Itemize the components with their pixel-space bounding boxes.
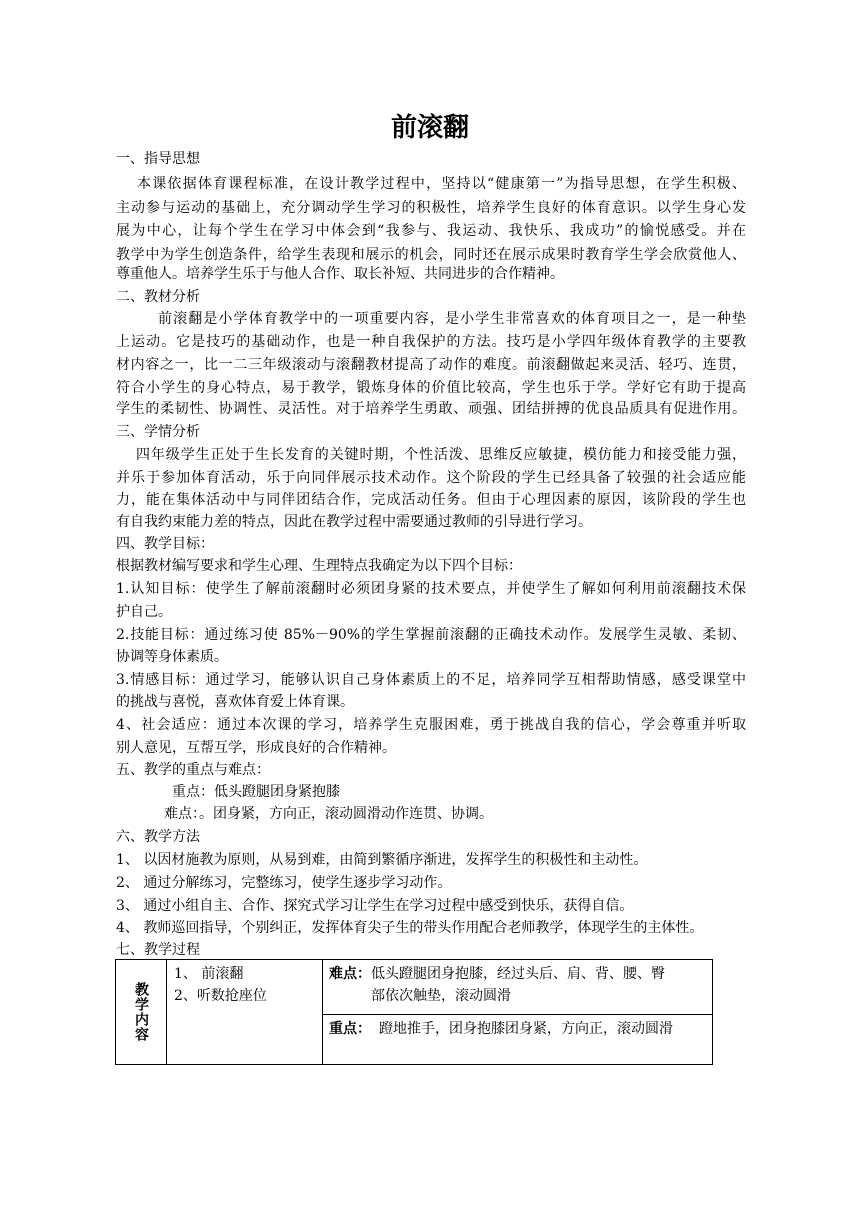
table-header-content: 教学内容 xyxy=(133,982,149,1042)
table-divider xyxy=(322,1014,712,1015)
key-text: 蹬地推手，团身抱膝团身紧，方向正，滚动圆滑 xyxy=(379,1021,673,1037)
paragraph-line: 学生的柔韧性、协调性、灵活性。对于培养学生勇敢、顽强、团结拼搏的优良品质具有促进作用。 xyxy=(116,401,746,417)
paragraph-line: 展为中心，让每个学生在学习中体会到“我参与、我运动、我快乐、我成功”的愉悦感受。并在 xyxy=(116,223,746,239)
section-heading: 三、学情分析 xyxy=(116,424,200,440)
content-item: 2、听数抢座位 xyxy=(174,988,267,1004)
paragraph-line: 教学中为学生创造条件，给学生表现和展示的机会，同时还在展示成果时教育学生学会欣赏他人、 xyxy=(116,247,746,263)
section-heading: 七、教学过程 xyxy=(116,942,200,958)
paragraph-line: 别人意见，互帮互学，形成良好的合作精神。 xyxy=(116,740,396,756)
page-title: 前滚翻 xyxy=(390,113,469,143)
paragraph-line: 四年级学生正处于生长发育的关键时期，个性活泼、思维反应敏捷，模仿能力和接受能力强， xyxy=(136,447,746,463)
paragraph-line: 的挑战与喜悦，喜欢体育爱上体育课。 xyxy=(116,694,354,710)
method-item: 3、 通过小组自主、合作、探究式学习让学生在学习过程中感受到快乐，获得自信。 xyxy=(116,898,634,914)
key-label: 重点： xyxy=(329,1021,371,1037)
paragraph-line: 前滚翻是小学体育教学中的一项重要内容，是小学生非常喜欢的体育项目之一，是一种垫 xyxy=(158,311,746,327)
difficulty-text: 低头蹬腿团身抱膝，经过头后、肩、背、腰、臀 xyxy=(371,966,665,982)
table-divider xyxy=(166,960,167,1064)
table-divider xyxy=(322,960,323,1064)
paragraph-line: 4、社会适应：通过本次课的学习，培养学生克服困难，勇于挑战自我的信心，学会尊重并听取 xyxy=(116,717,746,733)
paragraph-line: 并乐于参加体育活动，乐于向同伴展示技术动作。这个阶段的学生已经具备了较强的社会适应能 xyxy=(116,470,746,486)
paragraph-line: 上运动。它是技巧的基础动作，也是一种自我保护的方法。技巧是小学四年级体育教学的主要教 xyxy=(116,334,746,350)
paragraph-line: 主动参与运动的基础上，充分调动学生学习的积极性，培养学生良好的体育意识。以学生身心发 xyxy=(116,200,746,216)
difficulty-text-continued: 部依次触垫，滚动圆滑 xyxy=(371,988,511,1004)
section-heading: 六、教学方法 xyxy=(116,829,200,845)
paragraph-line: 根据教材编写要求和学生心理、生理特点我确定为以下四个目标： xyxy=(116,558,522,574)
paragraph-line: 护自己。 xyxy=(116,604,172,620)
paragraph-line: 1.认知目标：使学生了解前滚翻时必须团身紧的技术要点，并使学生了解如何利用前滚翻技术保 xyxy=(116,581,746,597)
paragraph-line: 3.情感目标：通过学习，能够认识自己身体素质上的不足，培养同学互相帮助情感，感受课堂中 xyxy=(116,672,746,688)
paragraph-line: 2.技能目标：通过练习使 85%－90%的学生掌握前滚翻的正确技术动作。发展学生灵敏、柔韧、 xyxy=(116,627,746,643)
difficulty-label: 难点： xyxy=(329,966,371,982)
paragraph-line: 协调等身体素质。 xyxy=(116,649,228,665)
paragraph-line: 材内容之一，比一二三年级滚动与滚翻教材提高了动作的难度。前滚翻做起来灵活、轻巧、连贯， xyxy=(116,357,746,373)
difficulty-line: 难点：。团身紧，方向正，滚动圆滑动作连贯、协调。 xyxy=(164,806,493,822)
paragraph-line: 符合小学生的身心特点，易于教学，锻炼身体的价值比较高，学生也乐于学。学好它有助于提高 xyxy=(116,380,746,396)
process-table xyxy=(115,959,713,1065)
section-heading: 四、教学目标： xyxy=(116,536,214,552)
method-item: 1、 以因材施教为原则，从易到难，由简到繁循序渐进，发挥学生的积极性和主动性。 xyxy=(116,852,648,868)
key-point-line: 重点：低头蹬腿团身紧抱膝 xyxy=(172,784,340,800)
paragraph-line: 力，能在集体活动中与同伴团结合作，完成活动任务。但由于心理因素的原因，该阶段的学生也 xyxy=(116,492,746,508)
content-item: 1、 前滚翻 xyxy=(174,966,244,982)
section-heading: 一、指导思想 xyxy=(116,151,200,167)
method-item: 2、 通过分解练习，完整练习，使学生逐步学习动作。 xyxy=(116,875,452,891)
paragraph-line: 尊重他人。培养学生乐于与他人合作、取长补短、共同进步的合作精神。 xyxy=(116,266,564,282)
section-heading: 二、教材分析 xyxy=(116,289,200,305)
paragraph-line: 有自我约束能力差的特点，因此在教学过程中需要通过教师的引导进行学习。 xyxy=(116,514,592,530)
section-heading: 五、教学的重点与难点： xyxy=(116,762,270,778)
paragraph-line: 本课依据体育课程标准，在设计教学过程中，坚持以“健康第一”为指导思想，在学生积极、 xyxy=(137,176,746,192)
difficulty-cell xyxy=(329,963,665,985)
key-cell xyxy=(329,1018,673,1040)
method-item: 4、 教师巡回指导，个别纠正，发挥体育尖子生的带头作用配合老师教学，体现学生的主体性。 xyxy=(116,920,704,936)
